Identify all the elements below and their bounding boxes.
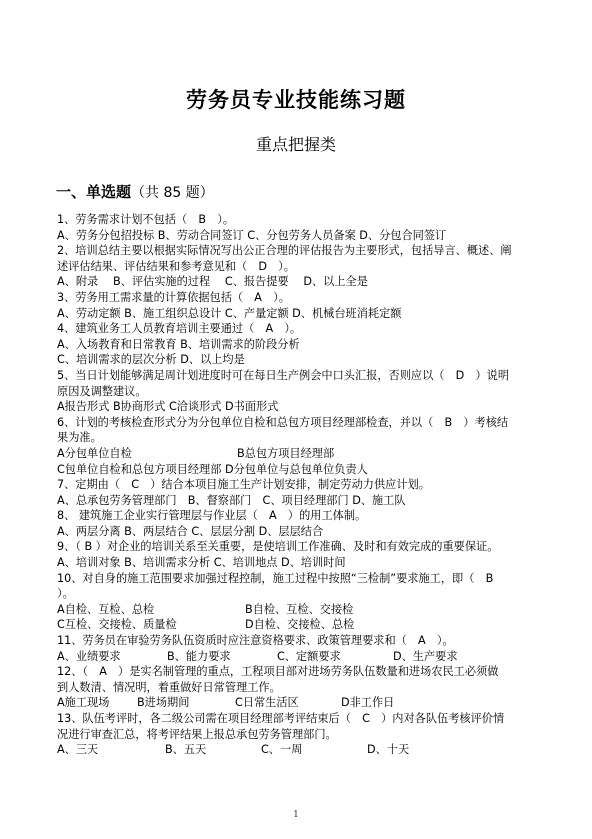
text-line: 5、当日计划能够满足周计划进度时可在每日生产例会中口头汇报，否则应以（ D ）说明 (57, 368, 510, 382)
text-line: 12、（ A ）是实名制管理的重点，工程项目部对进场劳务队伍数量和进场农民工必须做 (57, 665, 499, 679)
text-line: 果为准。 (57, 431, 102, 445)
option-text: C互检、交接检、质量检 (57, 618, 177, 632)
text-line: 4、建筑业务工人员教育培训主要通过（ A ）。 (57, 322, 302, 336)
question-list (57, 212, 539, 758)
options-row (57, 446, 539, 462)
text-line: 11、劳务员在审验劳务队伍资质时应注意资格要求、政策管理要求和（ A ）。 (57, 634, 454, 648)
text-line: A、劳动定额 B、施工组织总设计 C、产量定额 D、机械台班消耗定额 (57, 306, 402, 320)
section-question-count: （共 85 题） (131, 185, 214, 201)
text-line: A、入场教育和日常教育 B、培训需求的阶段分析 (57, 337, 300, 351)
options-row (57, 602, 539, 618)
text-line: 3、劳务用工需求量的计算依据包括（ A ）。 (57, 290, 290, 304)
text-line: 10、对自身的施工范围要求加强过程控制，施工过程中按照“三检制”要求施工，即（ B (57, 571, 494, 585)
text-line: 到人数清、情况明，着重做好日常管理工作。 (57, 680, 281, 694)
option-text: D、生产要求 (393, 649, 458, 663)
text-line: 9、（ B ）对企业的培训关系至关重要，是使培训工作准确、及时和有效完成的重要保证。 (57, 540, 499, 554)
section-heading (56, 181, 214, 202)
options-row (57, 695, 539, 711)
text-line: A、培训对象 B、培训需求分析 C、培训地点 D、培训时间 (57, 556, 346, 570)
options-row (57, 617, 539, 633)
text-line: A、总承包劳务管理部门 B、督察部门 C、项目经理部门 D、施工队 (57, 493, 406, 507)
option-text: B自检、互检、交接检 (245, 602, 354, 616)
option-text: A施工现场 (57, 696, 110, 710)
text-line: A、两层分离 B、两层结合 C、层层分割 D、层层结合 (57, 524, 324, 538)
option-text: A、业绩要求 (57, 649, 121, 663)
text-line: ）。 (57, 587, 74, 601)
text-line: 8、 建筑施工企业实行管理层与作业层（ A ）的用工体制。 (57, 509, 367, 523)
text-line: A报告形式 B协商形式 C洽谈形式 D书面形式 (57, 400, 279, 414)
option-text: A分包单位自检 (57, 446, 132, 460)
text-line: 2、培训总结主要以根据实际情况写出公正合理的评估报告为主要形式，包括导言、概述、阐 (57, 244, 512, 258)
option-text: B进场期间 (137, 696, 190, 710)
option-text: C日常生活区 (235, 696, 299, 710)
text-line: A、劳务分包招投标 B、劳动合同签订 C、分包劳务人员备案 D、分包合同签订 (57, 228, 447, 242)
section-heading-label: 一、单选题 (56, 183, 132, 201)
option-text: A自检、互检、总检 (57, 602, 155, 616)
option-text: C、定额要求 (277, 649, 341, 663)
text-line: C包单位自检和总包方项目经理部 D分包单位与总包单位负责人 (57, 462, 368, 476)
option-text: C、一周 (261, 743, 303, 757)
text-line: 7、定期由（ C ）结合本项目施工生产计划安排，制定劳动力供应计划。 (57, 478, 430, 492)
option-text: B总包方项目经理部 (237, 446, 335, 460)
option-text: B、五天 (165, 743, 207, 757)
document-title: 劳务员专业技能练习题 (186, 88, 406, 112)
text-line: 13、队伍考评时，各二级公司需在项目经理部考评结束后（ C ）内对各队伍考核评价情 (57, 712, 505, 725)
text-line: 述评估结果、评估结果和参考意见和（ D ）。 (57, 259, 295, 273)
text-line: 1、劳务需求计划不包括（ B ）。 (57, 213, 235, 226)
document-subtitle: 重点把握类 (255, 135, 336, 154)
options-row (57, 742, 539, 758)
options-row (57, 649, 539, 665)
text-line: A、附录 B、评估实施的过程 C、报告提要 D、以上全是 (57, 275, 368, 289)
page-number: 1 (293, 810, 299, 820)
option-text: B、能力要求 (167, 649, 231, 663)
text-line: C、培训需求的层次分析 D、以上均是 (57, 353, 245, 367)
option-text: D、十天 (367, 743, 410, 757)
option-text: A、三天 (57, 743, 99, 757)
option-text: D非工作日 (341, 696, 395, 710)
text-line: 6、计划的考核检查形式分为分包单位自检和总包方项目经理部检查，并以（ B ）考核结 (57, 415, 509, 429)
option-text: D自检、交接检、总检 (245, 618, 355, 632)
text-line: 原因及调整建议。 (57, 384, 147, 398)
text-line: 况进行审查汇总，将考评结果上报总承包劳务管理部门。 (57, 727, 337, 741)
